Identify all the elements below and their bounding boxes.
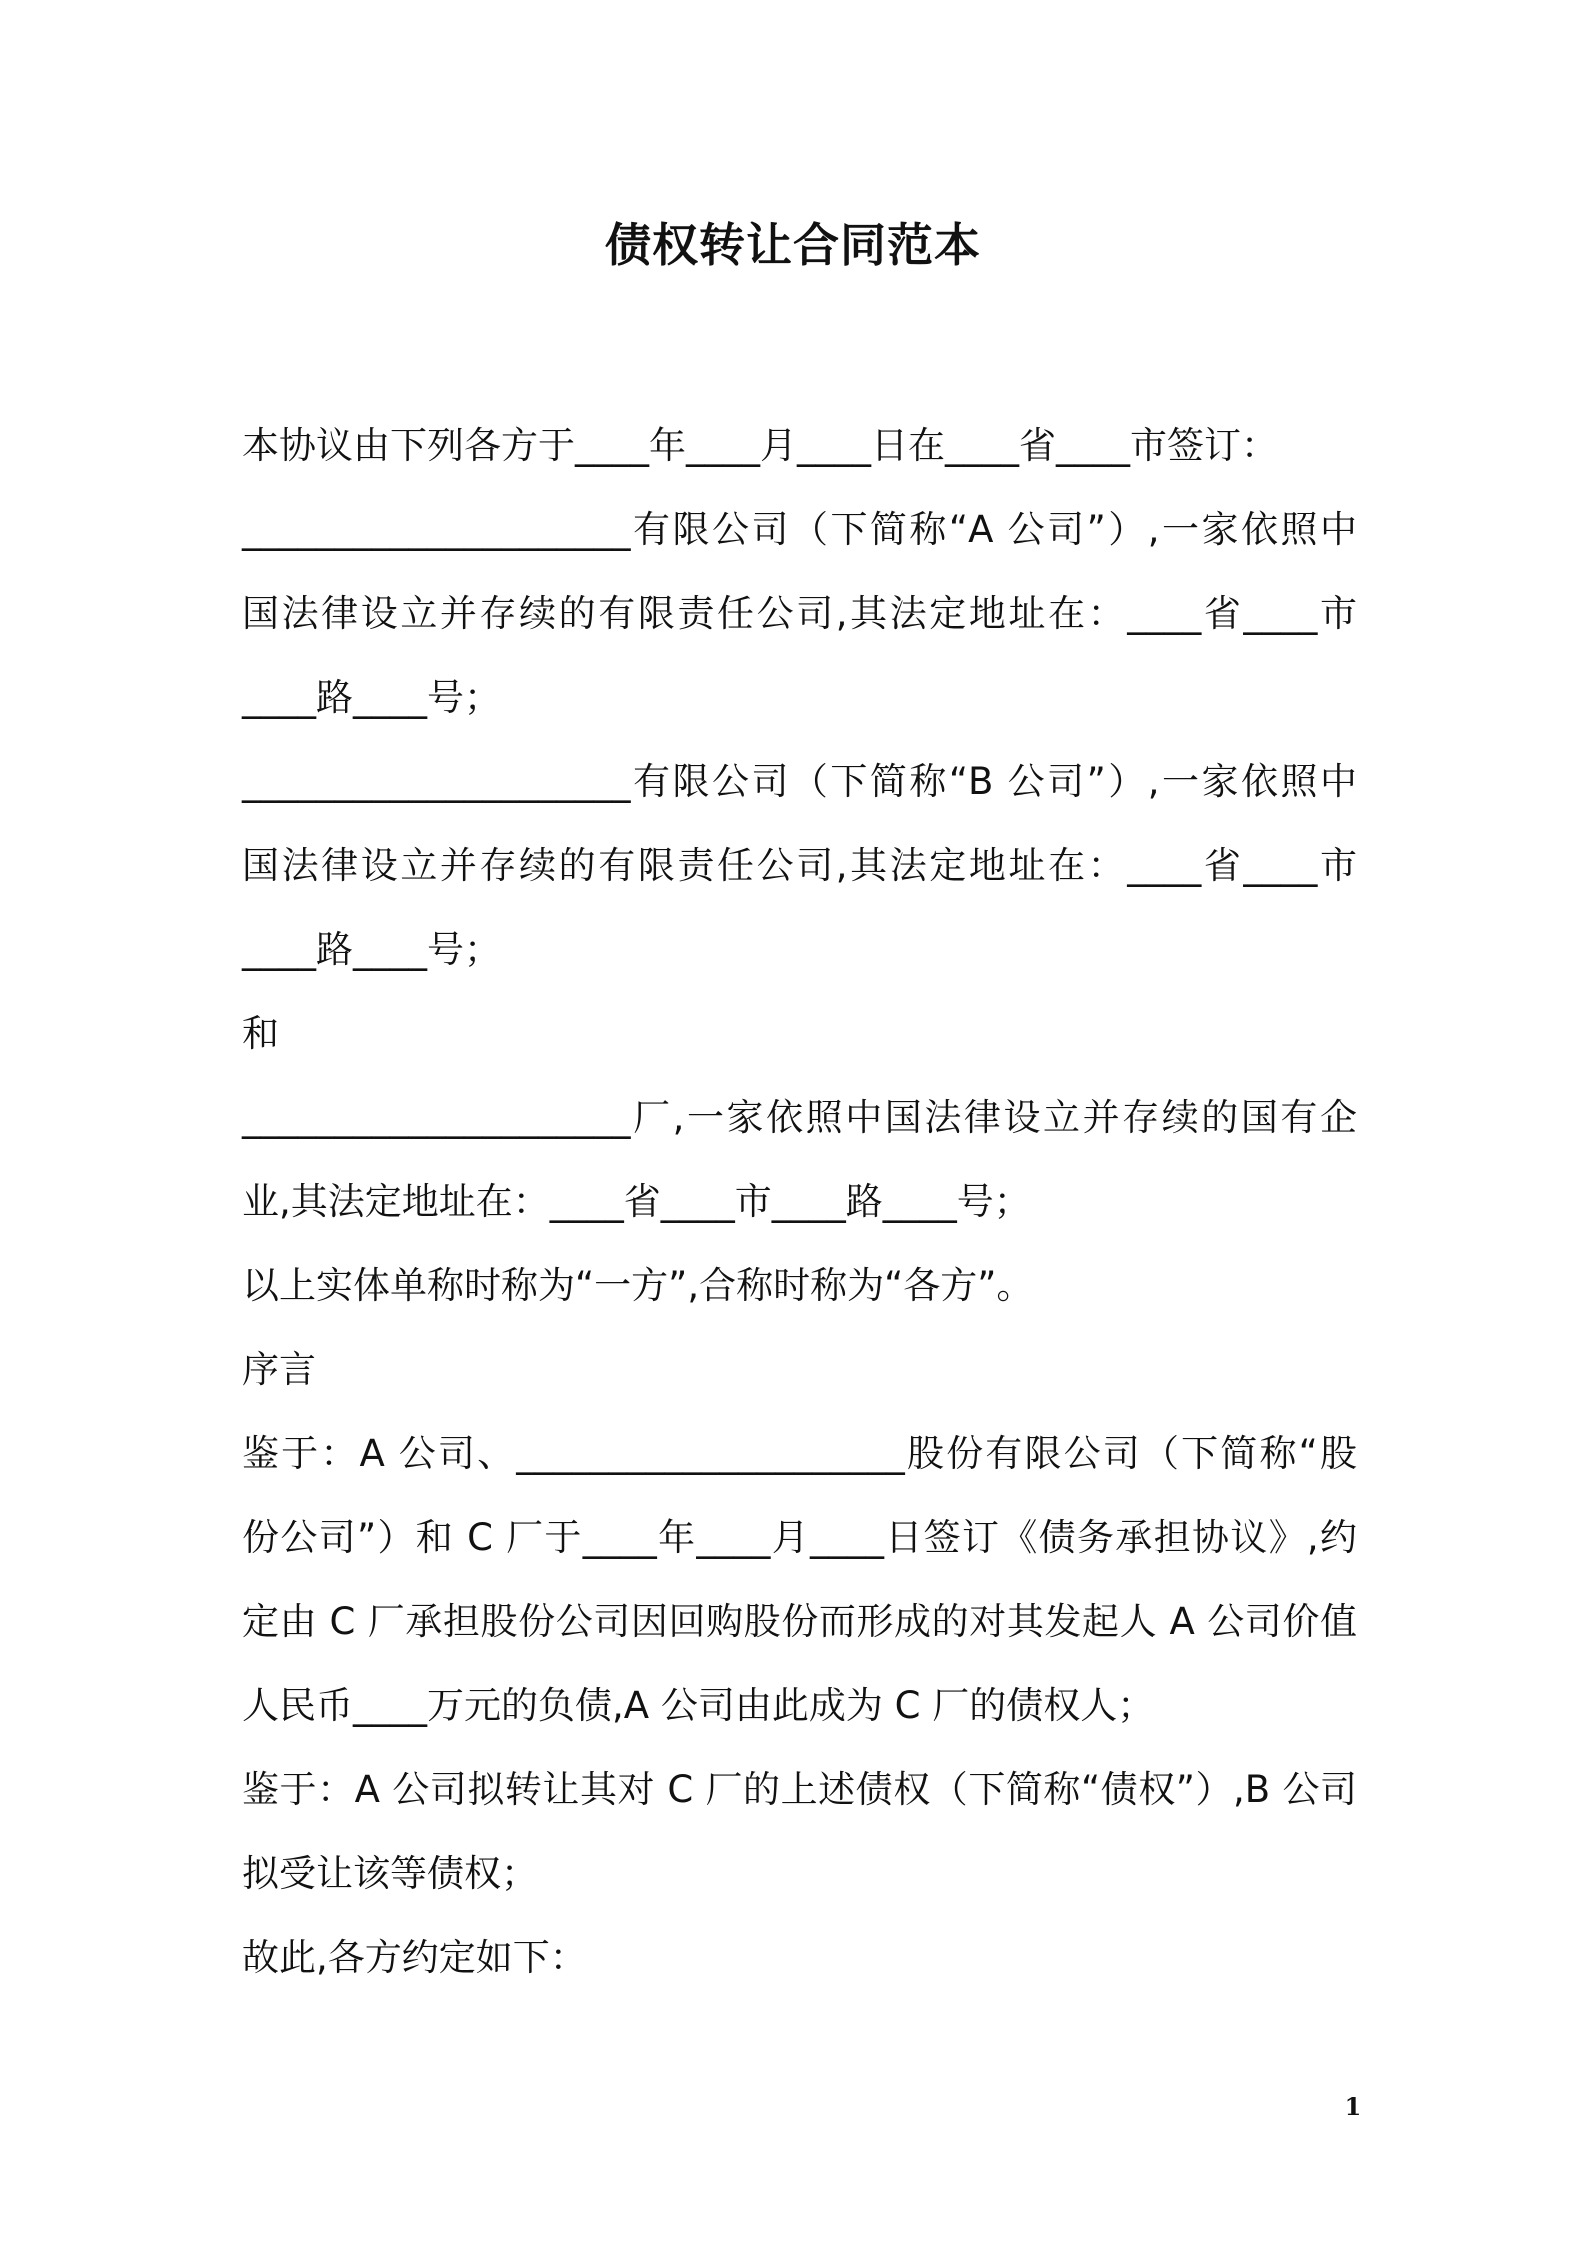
paragraph-line: 业,其法定地址在：____省____市____路____号；	[242, 1180, 1031, 1223]
paragraph-line: 人民币____万元的负债,A 公司由此成为 C 厂的债权人；	[242, 1684, 1155, 1727]
document-title: 债权转让合同范本	[605, 218, 981, 272]
paragraph-line: 以上实体单称时称为“一方”,合称时称为“各方”。	[242, 1264, 1034, 1307]
paragraph-line: ____路____号；	[242, 676, 501, 719]
paragraph-line: _____________________有限公司（下简称“B 公司”）,一家依照中	[242, 760, 1357, 803]
paragraph-line: _____________________厂,一家依照中国法律设立并存续的国有企	[242, 1096, 1357, 1139]
document-body	[242, 404, 1357, 2000]
paragraph-line: 本协议由下列各方于____年____月____日在____省____市签订：	[242, 424, 1278, 467]
paragraph-line: 和	[242, 1012, 279, 1055]
paragraph-line: 份公司”）和 C 厂于____年____月____日签订《债务承担协议》,约	[242, 1516, 1357, 1559]
paragraph-line: ____路____号；	[242, 928, 501, 971]
section-heading: 序言	[242, 1348, 316, 1391]
paragraph-line: 鉴于：A 公司、_____________________股份有限公司（下简称“股	[242, 1432, 1357, 1475]
paragraph-line: 拟受让该等债权；	[242, 1852, 538, 1895]
paragraph-line: 定由 C 厂承担股份公司因回购股份而形成的对其发起人 A 公司价值	[242, 1600, 1357, 1643]
page-number: 1	[1344, 2092, 1362, 2121]
paragraph-line: 国法律设立并存续的有限责任公司,其法定地址在：____省____市	[242, 844, 1357, 887]
paragraph-line: 故此,各方约定如下：	[242, 1936, 587, 1979]
paragraph-line: 鉴于：A 公司拟转让其对 C 厂的上述债权（下简称“债权”）,B 公司	[242, 1768, 1357, 1811]
paragraph-line: _____________________有限公司（下简称“A 公司”）,一家依照中	[242, 508, 1357, 551]
paragraph-line: 国法律设立并存续的有限责任公司,其法定地址在：____省____市	[242, 592, 1357, 635]
